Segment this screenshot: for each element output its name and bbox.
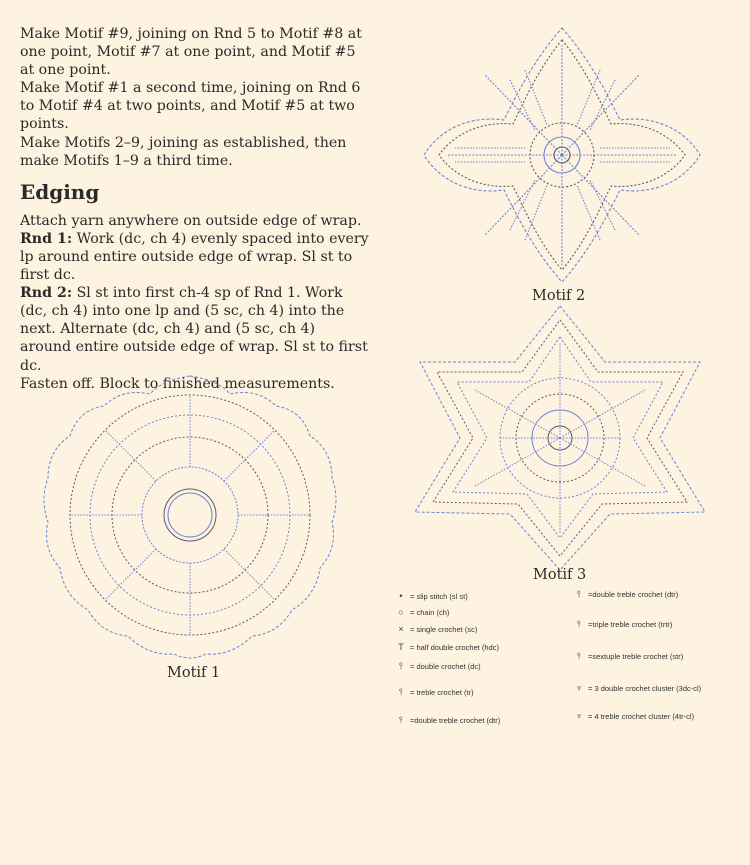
legend-label: = half double crochet (hdc) [410, 643, 500, 652]
legend-item [395, 624, 477, 634]
rnd1-label: Rnd 1: [20, 230, 73, 247]
legend-label: = chain (ch) [410, 608, 450, 617]
section-heading: Edging [20, 179, 100, 204]
x-icon: × [398, 624, 404, 634]
pattern-text [20, 25, 370, 393]
motif3-caption: Motif 3 [533, 567, 587, 583]
legend-label: = double crochet (dc) [410, 662, 481, 671]
legend-label: = treble crochet (tr) [410, 688, 474, 697]
legend-item [395, 607, 449, 617]
legend-label: =triple treble crochet (trtr) [588, 620, 673, 629]
rnd1-text: Work (dc, ch 4) evenly spaced into every lp around entire outside edge of wrap. Sl st to first dc. [20, 230, 369, 284]
instruction-paragraph: Make Motifs 2–9, joining as established, then make Motifs 1–9 a third time. [20, 134, 347, 169]
dtr-icon: ⫯ [577, 589, 581, 599]
legend-label: =double treble crochet (dtr) [588, 590, 679, 599]
legend-item [395, 661, 481, 672]
legend-label: = slip stitch (sl st) [410, 592, 468, 601]
rnd2-text: Sl st into first ch-4 sp of Rnd 1. Work (dc, ch 4) into one lp and (5 sc, ch 4) into the next. Alternate (dc, ch 4) and (5 sc, ch 4) around entire outside edge of wrap. Sl st to first dc. [20, 285, 368, 374]
legend-item [395, 715, 500, 726]
dc-icon: ⫯ [399, 661, 403, 671]
legend-item [573, 589, 678, 600]
motif3-diagram [405, 302, 715, 574]
legend-item [573, 683, 701, 693]
motif1-diagram [40, 370, 340, 665]
str-icon: ⫯ [577, 651, 581, 661]
legend-label: =sextuple treble crochet (str) [588, 652, 684, 661]
cluster-icon: ♆ [575, 683, 583, 693]
legend-item [573, 711, 694, 721]
legend-label: =double treble crochet (dtr) [410, 716, 501, 725]
rnd1-instruction [20, 230, 370, 284]
oval-icon: ○ [398, 607, 404, 617]
instruction-paragraph: Make Motif #9, joining on Rnd 5 to Motif #8 at one point, Motif #7 at one point, and Motif #5 at one point. [20, 26, 362, 79]
fasten-instruction: Fasten off. Block to finished measurements. [20, 375, 335, 392]
cluster4-icon: ♆ [575, 711, 583, 721]
edging-intro: Attach yarn anywhere on outside edge of wrap. [20, 212, 362, 229]
motif2-diagram [415, 20, 710, 290]
legend-item [573, 619, 672, 630]
legend-label: = single crochet (sc) [410, 625, 478, 634]
legend-item [395, 687, 474, 698]
tr-icon: ⫯ [399, 687, 403, 697]
stitch-legend [395, 585, 735, 735]
rnd2-label: Rnd 2: [20, 285, 73, 302]
dot-icon: • [399, 591, 403, 601]
legend-item [573, 651, 683, 662]
legend-label: = 3 double crochet cluster (3dc-cl) [588, 684, 702, 693]
rnd2-instruction [20, 284, 370, 374]
legend-item [395, 591, 468, 601]
instruction-paragraph: Make Motif #1 a second time, joining on Rnd 6 to Motif #4 at two points, and Motif #5 at two points. [20, 80, 361, 133]
hdc-icon: T [398, 642, 404, 652]
legend-label: = 4 treble crochet cluster (4tr-cl) [588, 712, 695, 721]
motif1-caption: Motif 1 [167, 665, 221, 681]
dtr-icon: ⫯ [399, 715, 403, 725]
legend-item [395, 642, 499, 652]
trtr-icon: ⫯ [577, 619, 581, 629]
motif2-caption: Motif 2 [532, 288, 586, 304]
